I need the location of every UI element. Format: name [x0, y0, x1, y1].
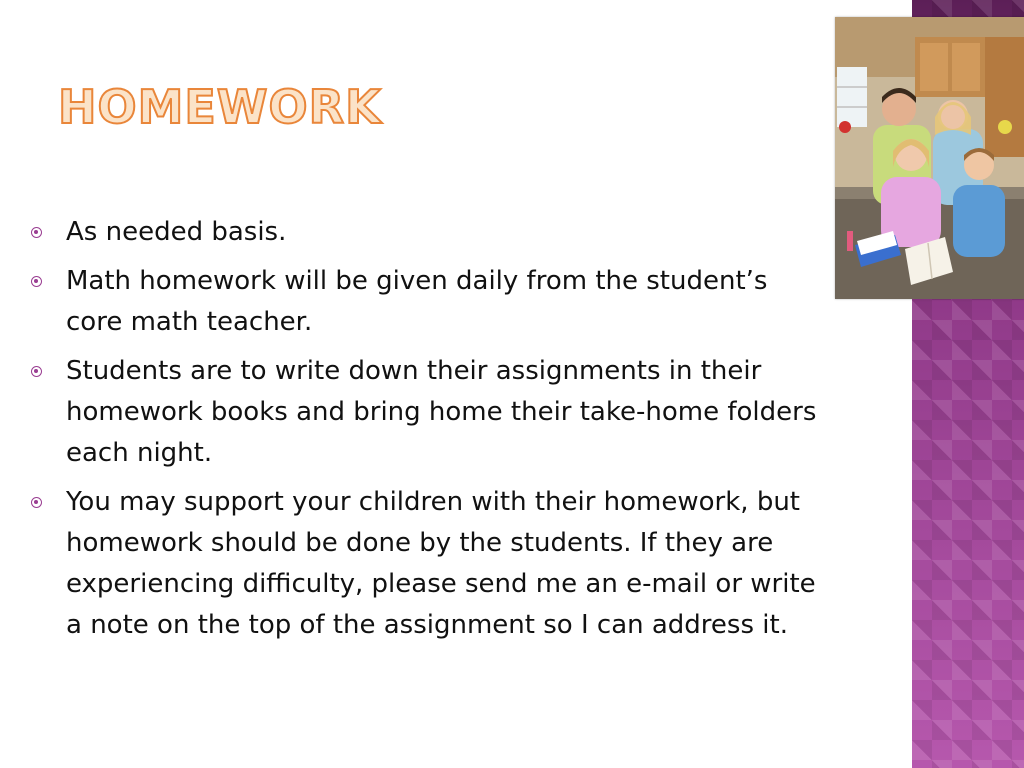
slide-title: HOMEWORK: [58, 80, 382, 134]
bullet-icon: [31, 276, 42, 287]
list-item: [28, 212, 828, 253]
bullet-list: [28, 212, 828, 654]
bullet-icon: [31, 366, 42, 377]
bullet-text: Math homework will be given daily from the student’s core math teacher.: [66, 266, 768, 337]
bullet-icon: [31, 227, 42, 238]
family-photo: [835, 17, 1024, 299]
list-item: [28, 482, 828, 646]
bullet-text: As needed basis.: [66, 217, 287, 247]
bullet-icon: [31, 497, 42, 508]
list-item: [28, 261, 828, 343]
list-item: [28, 351, 828, 474]
bullet-text: You may support your children with their homework, but homework should be done by the students. If they are experiencing difficulty, please send me an e-mail or write a note on the top of the assignment so I can address it.: [66, 487, 816, 640]
bullet-text: Students are to write down their assignments in their homework books and bring home their take-home folders each night.: [66, 356, 817, 468]
